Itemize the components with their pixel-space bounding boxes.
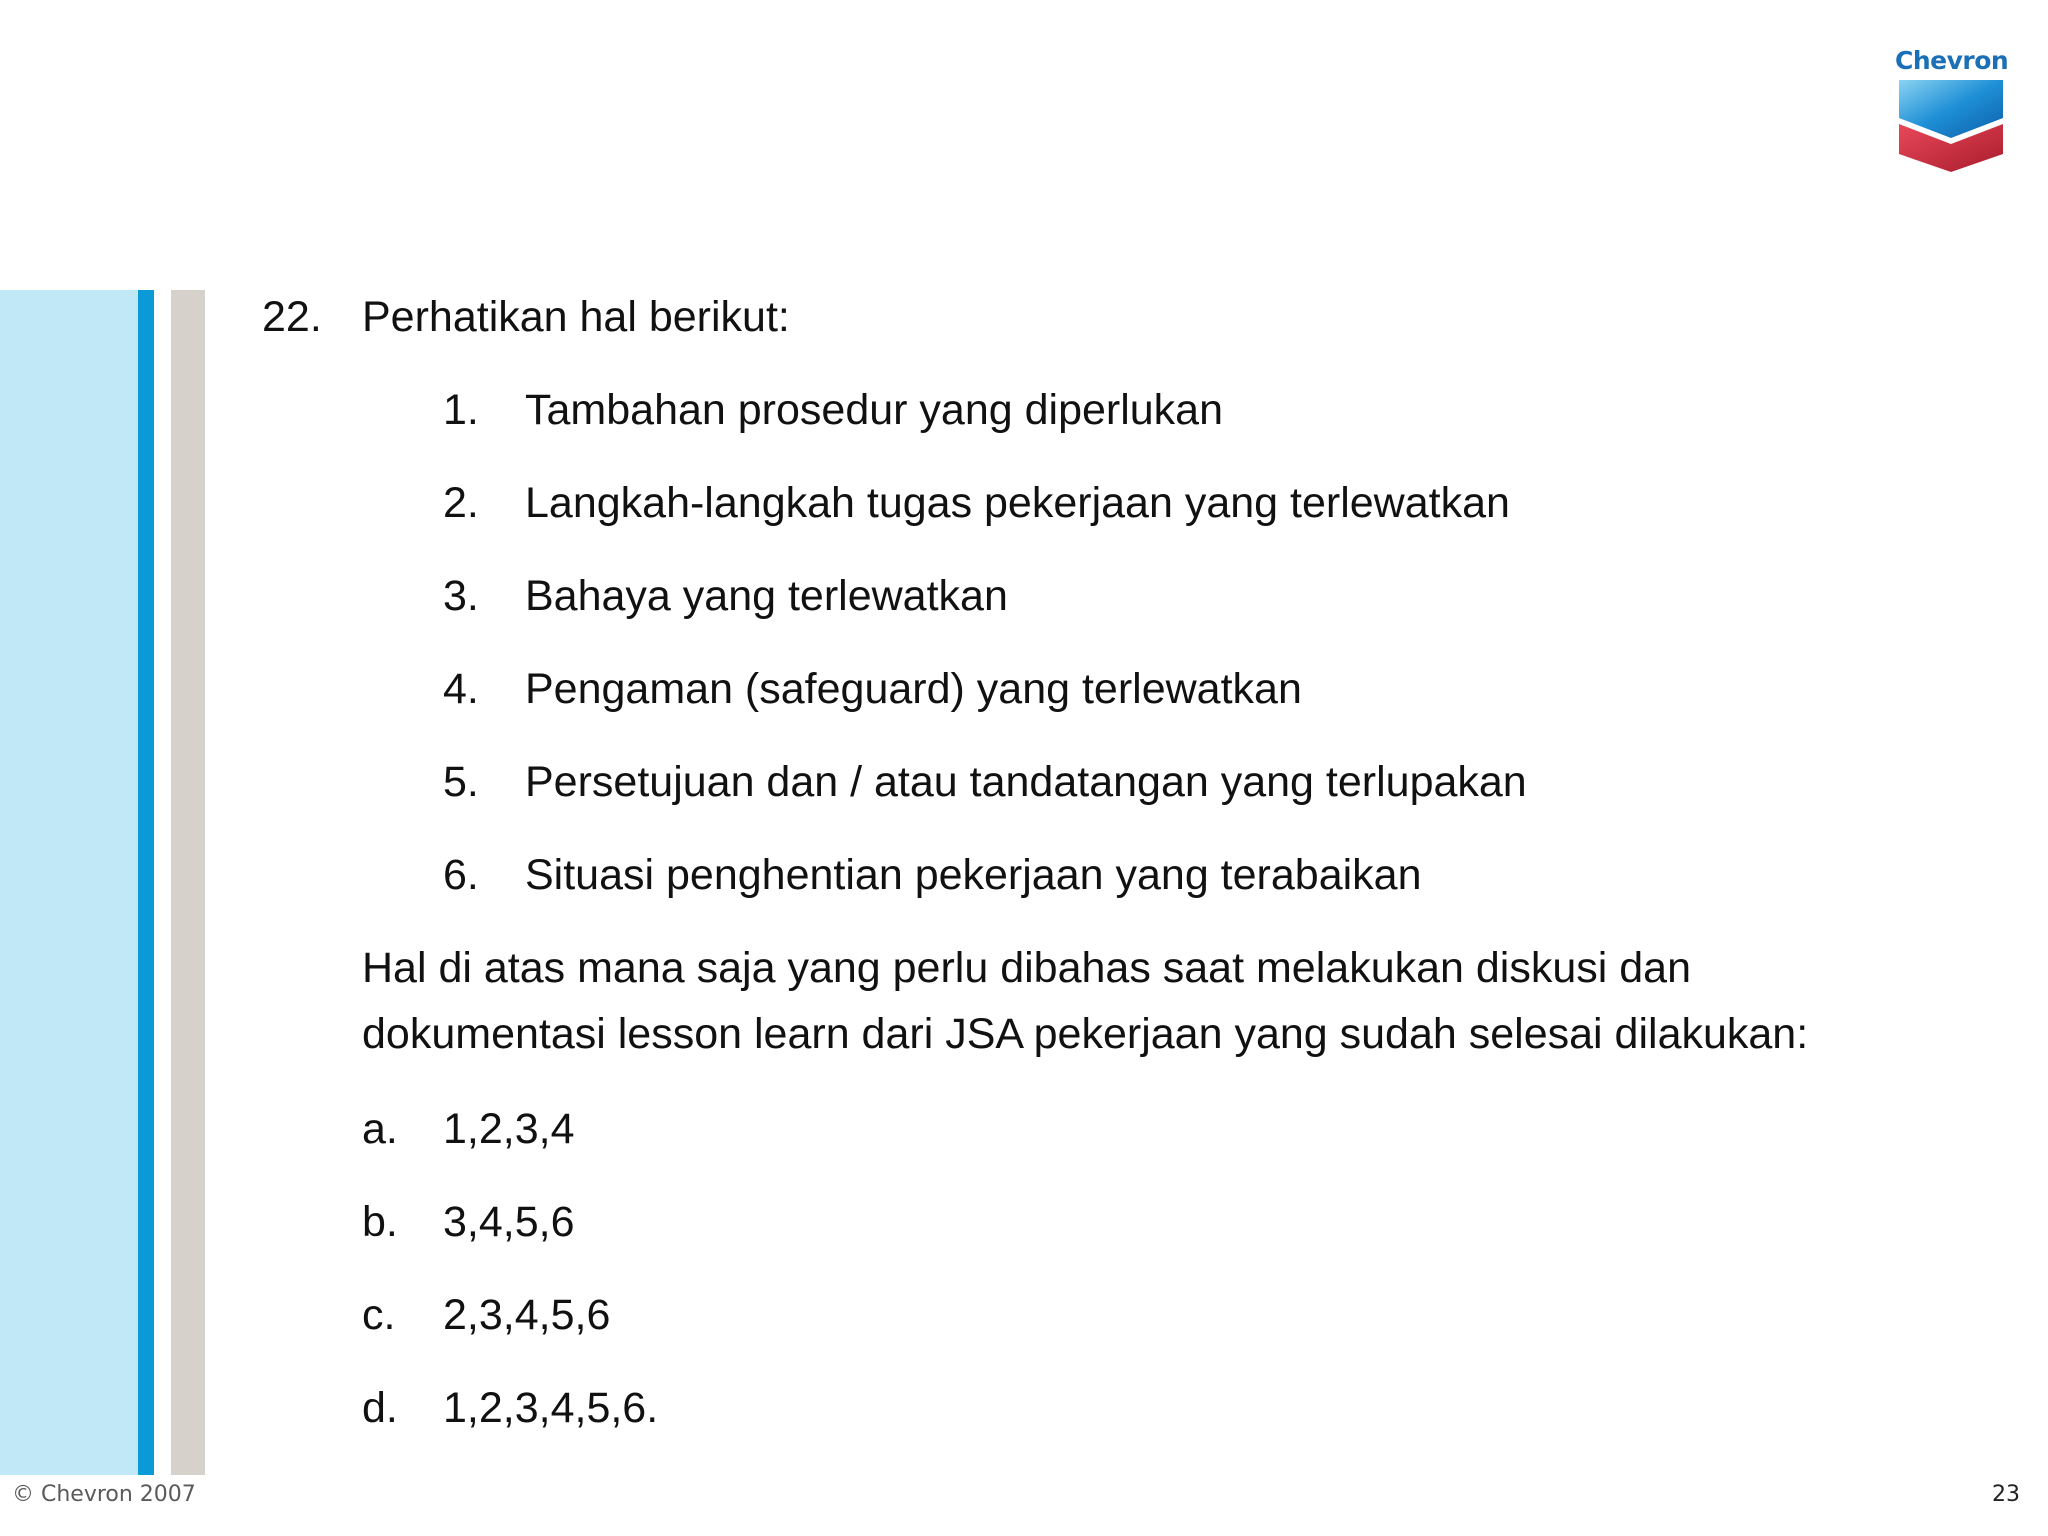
list-item-number: 5. <box>443 758 479 806</box>
option-text: 1,2,3,4,5,6. <box>443 1384 659 1432</box>
list-item: Bahaya yang terlewatkan <box>525 572 1008 620</box>
question-prompt-line1: Hal di atas mana saja yang perlu dibahas saat melakukan diskusi dan <box>362 944 1692 992</box>
option-letter: b. <box>362 1198 398 1246</box>
copyright-text: © Chevron 2007 <box>12 1482 196 1507</box>
list-item-number: 1. <box>443 386 479 434</box>
option-letter: c. <box>362 1291 396 1339</box>
option-text: 2,3,4,5,6 <box>443 1291 611 1339</box>
list-item-number: 2. <box>443 479 479 527</box>
option-text: 3,4,5,6 <box>443 1198 575 1246</box>
question-number: 22. <box>262 293 322 341</box>
list-item: Langkah-langkah tugas pekerjaan yang terlewatkan <box>525 479 1510 527</box>
logo-wordmark: Chevron <box>1895 46 2009 75</box>
list-item-number: 6. <box>443 851 479 899</box>
list-item: Persetujuan dan / atau tandatangan yang terlupakan <box>525 758 1527 806</box>
list-item: Pengaman (safeguard) yang terlewatkan <box>525 665 1302 713</box>
option-letter: d. <box>362 1384 398 1432</box>
list-item-number: 3. <box>443 572 479 620</box>
list-item-number: 4. <box>443 665 479 713</box>
option-text: 1,2,3,4 <box>443 1105 575 1153</box>
list-item: Situasi penghentian pekerjaan yang terabaikan <box>525 851 1422 899</box>
option-letter: a. <box>362 1105 398 1153</box>
page-number: 23 <box>1992 1482 2020 1507</box>
question-title: Perhatikan hal berikut: <box>362 293 790 341</box>
question-prompt-line2: dokumentasi lesson learn dari JSA pekerjaan yang sudah selesai dilakukan: <box>362 1010 1809 1058</box>
list-item: Tambahan prosedur yang diperlukan <box>525 386 1224 434</box>
